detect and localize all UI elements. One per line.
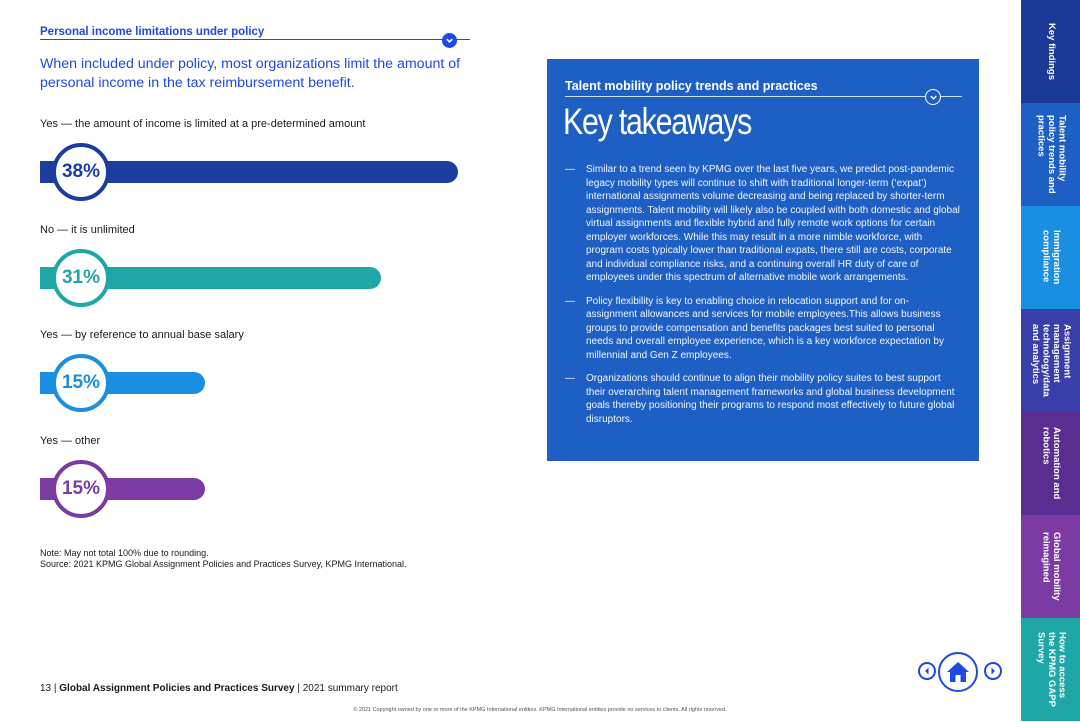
page-footer [40,683,398,694]
nav-tab-label: How to access the KPMG GAPP Survey [1035,632,1068,707]
section-side-nav [1021,0,1080,722]
nav-tab-how-to-access[interactable] [1021,618,1080,721]
nav-tab-key-findings[interactable] [1021,0,1080,103]
takeaways-list [565,163,960,436]
previous-page-button[interactable] [918,662,936,680]
footer-doc-suffix: 2021 summary report [302,683,398,694]
chevron-down-icon [929,93,938,102]
chart-notes [40,548,407,570]
nav-tab-label: Automation and robotics [1040,427,1062,500]
nav-tab-automation[interactable] [1021,412,1080,515]
category-label: Yes — the amount of income is limited at a pre-determined amount [40,118,366,130]
nav-tab-label: Talent mobility policy trends and practices [1035,115,1068,194]
takeaway-dash: — [565,373,575,384]
nav-tab-label: Immigration compliance [1040,230,1062,285]
value-label: 15% [52,460,110,518]
home-button[interactable] [938,652,978,692]
footer-doc-title: Global Assignment Policies and Practices Survey [59,683,295,694]
nav-tab-assignment-management[interactable] [1021,309,1080,412]
arrow-left-icon [922,666,932,676]
footer-separator: | [294,683,303,694]
nav-tab-global-mobility[interactable] [1021,515,1080,618]
takeaway-item [565,163,960,285]
takeaways-kicker: Talent mobility policy trends and practices [565,79,818,93]
value-label: 31% [52,249,110,307]
income-limitation-bar-chart [0,110,520,530]
category-label: Yes — by reference to annual base salary [40,329,244,341]
takeaway-text: Policy flexibility is key to enabling choice in relocation support and for on-assignment allowances and services for mobile employees.This allows business groups to provide compensation and benefits packages best suited to personal needs and overall employee experience, which is a key workforce expectation by millennial and Gen Z employees. [586,295,944,361]
takeaways-expand-button[interactable] [925,89,941,105]
key-takeaways-panel [547,59,979,461]
category-label: No — it is unlimited [40,223,135,236]
value-label: 38% [52,143,110,201]
takeaway-text: Organizations should continue to align their mobility policy suites to best support their overarching talent management frameworks and global business development goals thereby positioning their programs to respond most effectively to future global disruptors. [586,373,955,425]
takeaway-dash: — [565,164,575,175]
note-line: Note: May not total 100% due to rounding. [40,548,209,558]
home-icon [946,661,970,683]
value-label: 15% [52,354,110,412]
section-heading-rule [40,39,470,40]
footer-separator: | [51,683,60,694]
nav-tab-label: Assignment management technology/data and analytics [1030,324,1073,397]
copyright-line: © 2021 Copyright owned by one or more of the KPMG International entities. KPMG International entities provide no services to clients. All rights reserved. [353,707,727,713]
takeaway-dash: — [565,295,575,307]
section-heading: Personal income limitations under policy [40,26,265,38]
takeaways-title: Key takeaways [563,101,752,142]
nav-tab-label: Global mobility reimagined [1040,532,1062,601]
takeaway-text: Similar to a trend seen by KPMG over the last five years, we predict post-pandemic legacy mobility types will continue to shift with traditional longer-term (‘expat’) international assignments volume decreasing and being replaced by shorter-term assignments. Talent mobility will likely also be coupled with both domestic and global virtual assignments and flexible hybrid and fully remote work options for certain employer workforces. While this may result in a more nimble workforce, with program costs typically lower than traditional expats, there still are costs, corporate and individual compliance risks, and a continuing overall HR duty of care of employees under this spectrum of alternative mobile work arrangements. [586,164,960,283]
chevron-down-icon [445,36,454,45]
takeaway-item [565,372,960,426]
nav-tab-immigration[interactable] [1021,206,1080,309]
next-page-button[interactable] [984,662,1002,680]
nav-tab-talent-mobility[interactable] [1021,103,1080,206]
takeaway-item [565,295,960,363]
page-number: 13 [40,683,52,694]
takeaways-rule [565,96,962,97]
arrow-right-icon [988,666,998,676]
nav-tab-label: Key findings [1045,22,1057,80]
page-nav-controls [916,652,1006,692]
section-expand-button[interactable] [442,33,457,48]
source-line: Source: 2021 KPMG Global Assignment Policies and Practices Survey, KPMG International. [40,559,407,569]
category-label: Yes — other [40,434,101,447]
lead-text: When included under policy, most organizations limit the amount of personal income in the tax reimbursement benefit. [40,56,461,91]
